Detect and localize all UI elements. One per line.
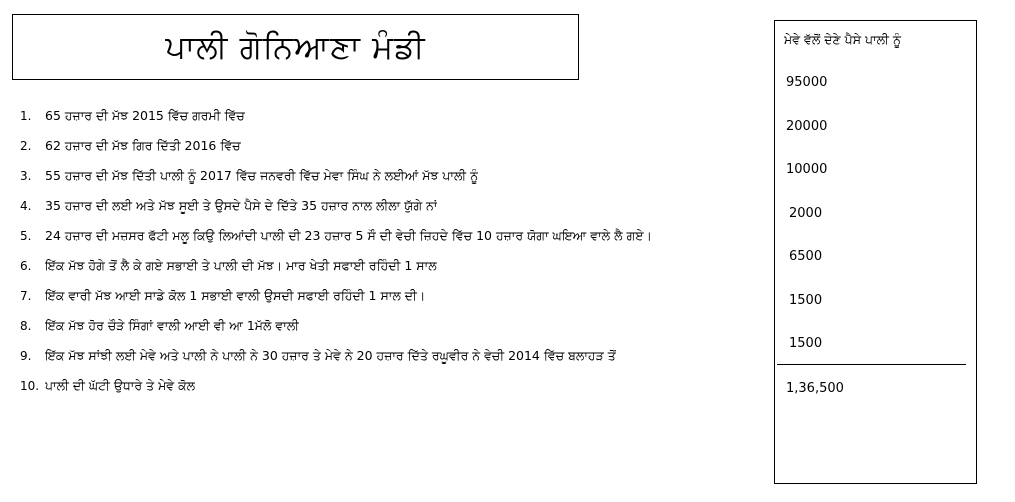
list-item-text: 55 ਹਜ਼ਾਰ ਦੀ ਮੱਝ ਦਿੱਤੀ ਪਾਲੀ ਨੂੰ 2017 ਵਿੱਚ ਜਨਵਰੀ ਵਿੱਚ ਮੇਵਾ ਸਿੰਘ ਨੇ ਲਈਆਂ ਮੱਝ ਪਾਲੀ ਨੂੰ <box>45 168 479 183</box>
list-item-text: 65 ਹਜ਼ਾਰ ਦੀ ਮੱਝ 2015 ਵਿੱਚ ਗਰਮੀ ਵਿੱਚ <box>45 108 245 123</box>
list-item-number: 5. <box>20 229 32 243</box>
payment-value: 6500 <box>789 249 823 264</box>
payment-values-list <box>786 69 827 374</box>
list-item-text: ਇੱਕ ਵਾਰੀ ਮੱਝ ਆਈ ਸਾਡੇ ਕੋਲ 1 ਸਭਾਈ ਵਾਲੀ ਉਸਦੀ ਸਫਾਈ ਰਹਿੰਦੀ 1 ਸਾਲ ਦੀ। <box>45 288 426 303</box>
list-item <box>20 371 760 401</box>
payment-summary-header: ਮੇਵੇ ਵੱਲੋਂ ਦੇਣੇ ਪੈਸੇ ਪਾਲੀ ਨੂੰ <box>784 32 901 47</box>
payment-value: 95000 <box>786 75 828 90</box>
list-item <box>20 131 760 161</box>
title-box <box>12 14 579 80</box>
list-item-text: 62 ਹਜ਼ਾਰ ਦੀ ਮੱਝ ਗਿਰ ਦਿੱਤੀ 2016 ਵਿੱਚ <box>45 138 241 153</box>
page-title: ਪਾਲੀ ਗੋਨਿਆਣਾ ਮੰਡੀ <box>165 27 426 66</box>
payment-total: 1,36,500 <box>786 381 844 396</box>
list-item-number: 6. <box>20 259 32 273</box>
list-item-number: 2. <box>20 139 32 153</box>
list-item-number: 4. <box>20 199 32 213</box>
list-item <box>20 221 760 251</box>
payment-summary-box <box>774 20 977 484</box>
list-item-number: 3. <box>20 169 32 183</box>
list-item-number: 1. <box>20 109 32 123</box>
list-item-text: 24 ਹਜ਼ਾਰ ਦੀ ਮਜ਼ਸਰ ਫੱਟੀ ਮਲੂ ਕਿਉ ਲਿਆਂਦੀ ਪਾਲੀ ਦੀ 23 ਹਜ਼ਾਰ 5 ਸੌ ਦੀ ਵੇਚੀ ਜ਼ਿਹਦੇ ਵਿੱਚ 10 ਹਜ਼ਾਰ ਯੋਗਾ ਘਇਆ ਵਾਲੇ ਲੈ ਗਏ। <box>45 228 652 243</box>
list-item <box>20 311 760 341</box>
total-divider <box>777 364 966 365</box>
item-list <box>20 101 760 401</box>
list-item <box>20 341 760 371</box>
list-item <box>20 191 760 221</box>
payment-value: 10000 <box>786 162 828 177</box>
list-item-text: ਪਾਲੀ ਦੀ ਘੱਟੀ ਉਧਾਰੇ ਤੇ ਮੇਵੇ ਕੋਲ <box>45 378 196 393</box>
list-item-number: 10. <box>20 379 40 393</box>
list-item-number: 7. <box>20 289 32 303</box>
list-item-text: 35 ਹਜ਼ਾਰ ਦੀ ਲਈ ਅਤੇ ਮੱਝ ਸੂਈ ਤੇ ਉਸਦੇ ਪੈਸੇ ਦੇ ਦਿੱਤੇ 35 ਹਜ਼ਾਰ ਨਾਲ ਲੀਲਾ ਯੁੱਗੇ ਨਾਂ <box>45 198 438 213</box>
list-item <box>20 251 760 281</box>
list-item-number: 8. <box>20 319 32 333</box>
payment-value: 2000 <box>789 205 823 221</box>
payment-value: 1500 <box>789 292 823 308</box>
list-item-text: ਇੱਕ ਮੱਝ ਹੋਗੇ ਤੋਂ ਲੈ ਕੇ ਗਏ ਸਭਾਈ ਤੇ ਪਾਲੀ ਦੀ ਮੱਝ। ਮਾਰ ਖੇਤੀ ਸਫਾਈ ਰਹਿੰਦੀ 1 ਸਾਲ <box>45 258 437 273</box>
list-item <box>20 161 760 191</box>
list-item-text: ਇੱਕ ਮੱਝ ਸਾਂਝੀ ਲਈ ਮੇਵੇ ਅਤੇ ਪਾਲੀ ਨੇ ਪਾਲੀ ਨੇ 30 ਹਜ਼ਾਰ ਤੇ ਮੇਵੇ ਨੇ 20 ਹਜ਼ਾਰ ਦਿੱਤੇ ਰਘੂਵੀਰ ਨੇ ਵੇਚੀ 2014 ਵਿੱਚ ਬਲਾਹੜ ਤੋਂ <box>45 348 616 363</box>
list-item-number: 9. <box>20 349 32 363</box>
payment-value: 20000 <box>786 118 828 134</box>
payment-value: 1500 <box>789 336 823 351</box>
list-item <box>20 101 760 131</box>
list-item <box>20 281 760 311</box>
list-item-text: ਇੱਕ ਮੱਝ ਹੋਰ ਚੌੜੇ ਸਿੰਗਾਂ ਵਾਲੀ ਆਈ ਵੀ ਆ 1ਮੱਲੋ ਵਾਲੀ <box>45 318 300 333</box>
